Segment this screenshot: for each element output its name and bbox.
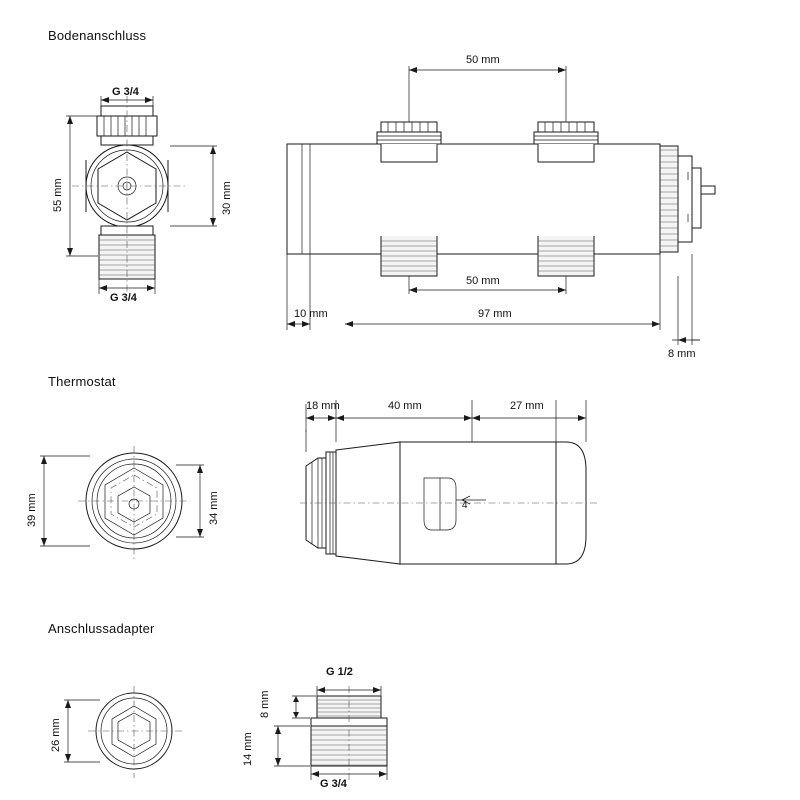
thermostat-dial-marker: 4 [462, 500, 468, 511]
anschlussadapter-front-view [64, 686, 182, 778]
section-title-bodenanschluss: Bodenanschluss [48, 28, 147, 43]
thermostat-side-view [300, 400, 600, 564]
dim-bottom-spacing-50mm: 50 mm [466, 275, 500, 287]
dim-thermostat-outer-39mm: 39 mm [26, 493, 38, 527]
thermostat-front-view [40, 446, 204, 560]
label-adapter-thread-bottom-g34: G 3/4 [320, 778, 347, 790]
dim-adapter-height-top-8mm: 8 mm [259, 690, 271, 718]
section-title-thermostat: Thermostat [48, 374, 116, 389]
dim-thermostat-inner-34mm: 34 mm [208, 491, 220, 525]
dim-left-offset-10mm: 10 mm [294, 308, 328, 320]
dim-top-spacing-50mm: 50 mm [466, 54, 500, 66]
dim-thermostat-seg2-40mm: 40 mm [388, 400, 422, 412]
section-title-anschlussadapter: Anschlussadapter [48, 621, 155, 636]
dim-adapter-height-bottom-14mm: 14 mm [242, 732, 254, 766]
dim-adapter-diameter-26mm: 26 mm [50, 718, 62, 752]
bodenanschluss-front-view [66, 96, 217, 294]
label-thread-top-g34: G 3/4 [112, 86, 139, 98]
bodenanschluss-side-view [287, 66, 715, 345]
dim-thermostat-seg3-27mm: 27 mm [510, 400, 544, 412]
anschlussadapter-side-view [274, 686, 387, 782]
dim-height-total-55mm: 55 mm [52, 178, 64, 212]
dim-right-offset-8mm: 8 mm [668, 348, 696, 360]
label-thread-bottom-g34: G 3/4 [110, 292, 137, 304]
dim-body-length-97mm: 97 mm [478, 308, 512, 320]
dim-thermostat-seg1-18mm: 18 mm [306, 400, 340, 412]
dim-height-body-30mm: 30 mm [221, 181, 233, 215]
label-adapter-thread-top-g12: G 1/2 [326, 666, 353, 678]
